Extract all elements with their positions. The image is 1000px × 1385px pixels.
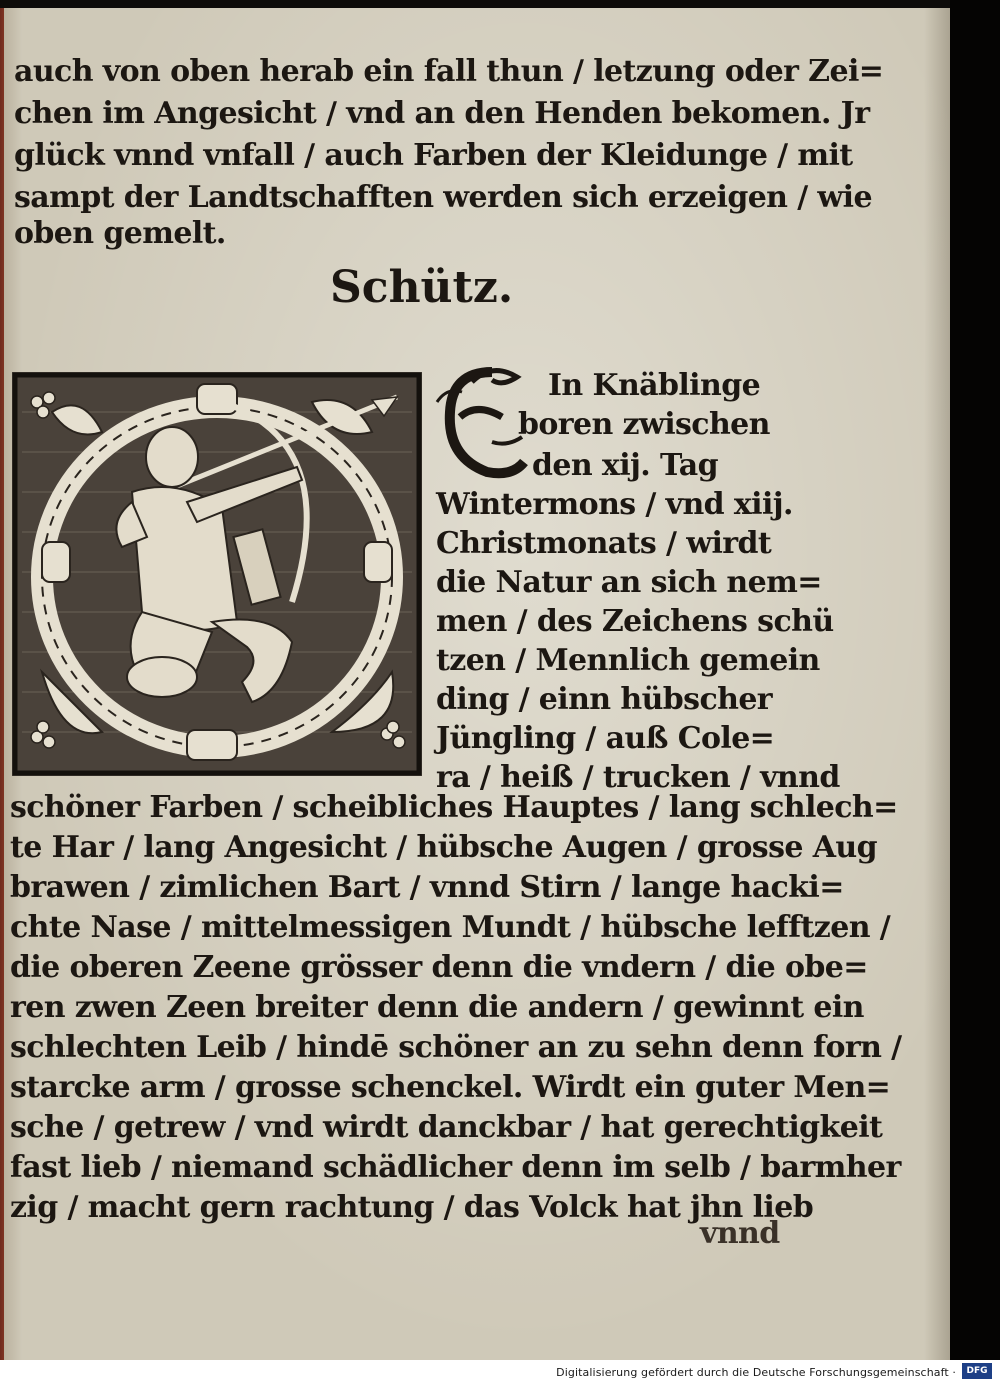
text-line: glück vnnd vnfall / auch Farben der Kleidunge / mit bbox=[14, 138, 853, 173]
catchword: vnnd bbox=[700, 1216, 780, 1251]
text-line: te Har / lang Angesicht / hübsche Augen / grosse Aug bbox=[10, 830, 877, 865]
text-line: oben gemelt. bbox=[14, 216, 226, 251]
text-line: sampt der Landtschafften werden sich erzeigen / wie bbox=[14, 180, 872, 215]
scan-background-edge bbox=[950, 0, 1000, 1362]
text-line: boren zwischen bbox=[518, 407, 770, 442]
dfg-logo: DFG bbox=[962, 1363, 992, 1379]
text-line: fast lieb / niemand schädlicher denn im selb / barmher bbox=[10, 1150, 901, 1185]
text-line: Jüngling / auß Cole= bbox=[436, 721, 775, 756]
text-line: die oberen Zeene grösser denn die vndern / die obe= bbox=[10, 950, 868, 985]
text-line: ding / einn hübscher bbox=[436, 682, 773, 717]
text-line: die Natur an sich nem= bbox=[436, 565, 822, 600]
text-line: den xij. Tag bbox=[532, 448, 719, 483]
decorated-initial-e bbox=[432, 362, 528, 482]
text-line: schöner Farben / scheibliches Hauptes / lang schlech= bbox=[10, 790, 898, 825]
text-line: In Knäblinge bbox=[548, 368, 761, 403]
section-heading: Schütz. bbox=[330, 262, 514, 313]
text-line: tzen / Mennlich gemein bbox=[436, 643, 820, 678]
text-line: ra / heiß / trucken / vnnd bbox=[436, 760, 840, 795]
text-line: Wintermons / vnd xiij. bbox=[436, 487, 793, 522]
text-line: starcke arm / grosse schenckel. Wirdt ein guter Men= bbox=[10, 1070, 891, 1105]
footer-attribution-text: Digitalisierung gefördert durch die Deutsche Forschungsgemeinschaft · bbox=[556, 1366, 956, 1379]
text-line: schlechten Leib / hindē schöner an zu sehn denn forn / bbox=[10, 1030, 902, 1065]
text-line: men / des Zeichens schü bbox=[436, 604, 834, 639]
text-line: auch von oben herab ein fall thun / letzung oder Zei= bbox=[14, 54, 884, 89]
sagittarius-woodcut-image bbox=[12, 372, 422, 776]
text-line: chen im Angesicht / vnd an den Henden bekomen. Jr bbox=[14, 96, 870, 131]
text-line: brawen / zimlichen Bart / vnnd Stirn / lange hacki= bbox=[10, 870, 844, 905]
text-line: ren zwen Zeen breiter denn die andern / gewinnt ein bbox=[10, 990, 864, 1025]
text-line: chte Nase / mittelmessigen Mundt / hübsche lefftzen / bbox=[10, 910, 891, 945]
text-line: Christmonats / wirdt bbox=[436, 526, 772, 561]
text-line: sche / getrew / vnd wirdt danckbar / hat gerechtigkeit bbox=[10, 1110, 883, 1145]
text-line: zig / macht gern rachtung / das Volck hat jhn lieb bbox=[10, 1190, 814, 1225]
